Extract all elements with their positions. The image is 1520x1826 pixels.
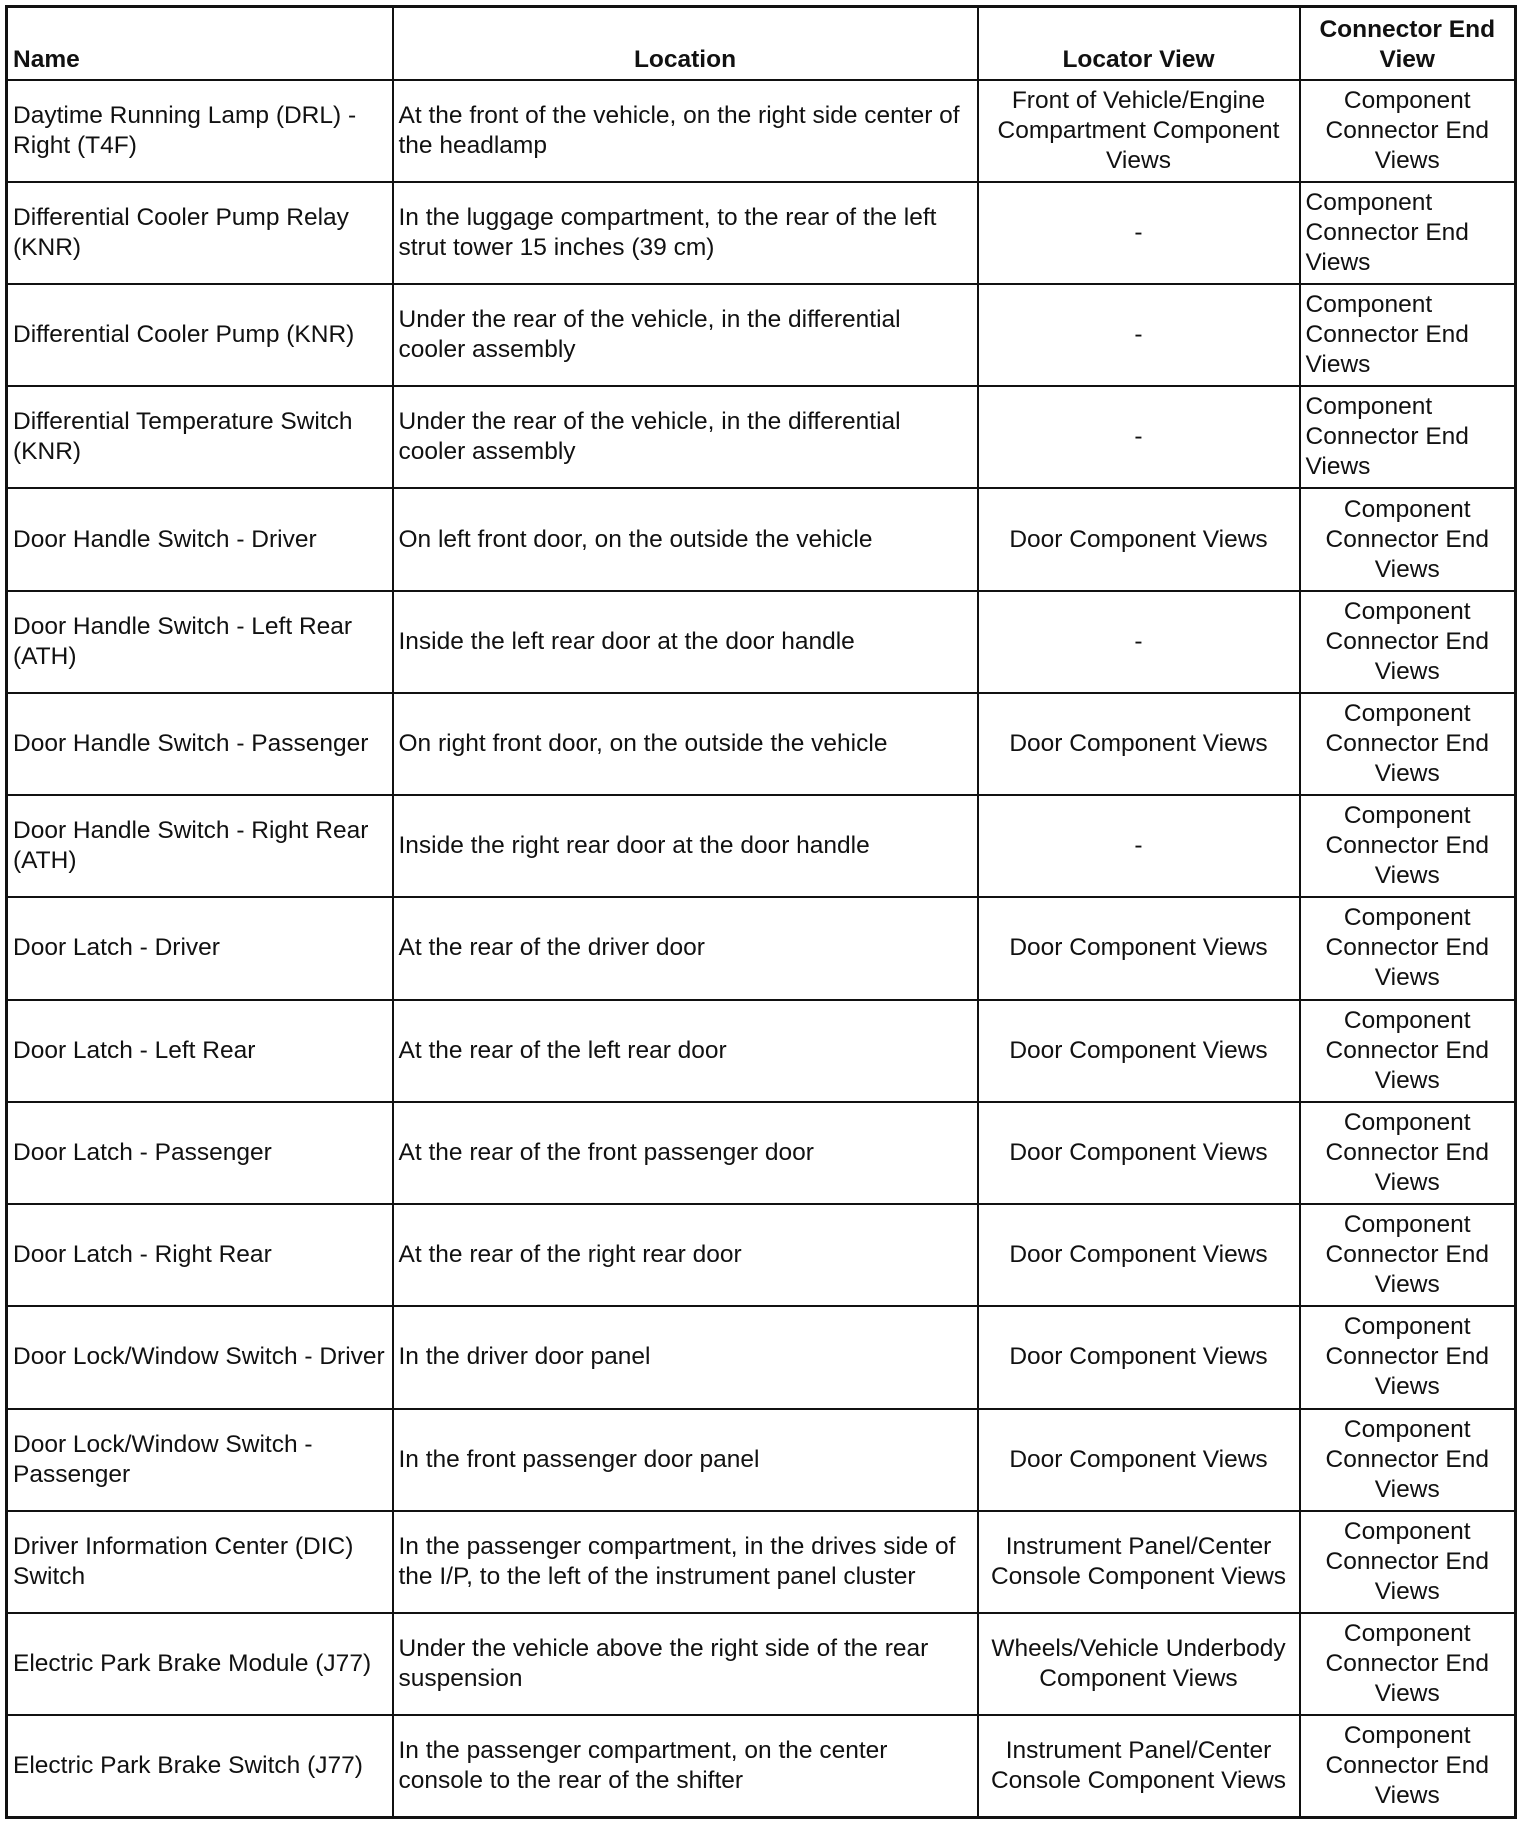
- cell-connector-end-view: Component Connector End Views: [1300, 80, 1516, 182]
- document-page: [5, 5, 1514, 1819]
- cell-locator-view: Front of Vehicle/Engine Compartment Component Views: [978, 80, 1300, 182]
- cell-locator-view: Instrument Panel/Center Console Component Views: [978, 1715, 1300, 1817]
- cell-connector-end-view: Component Connector End Views: [1300, 693, 1516, 795]
- cell-locator-view: Door Component Views: [978, 1409, 1300, 1511]
- cell-locator-view: Wheels/Vehicle Underbody Component Views: [978, 1613, 1300, 1715]
- cell-locator-view: Door Component Views: [978, 693, 1300, 795]
- table-row: [7, 1306, 1516, 1408]
- cell-connector-end-view: Component Connector End Views: [1300, 1000, 1516, 1102]
- table-header-row: [7, 7, 1516, 80]
- cell-name: Electric Park Brake Switch (J77): [7, 1715, 393, 1817]
- header-locator-view: Locator View: [978, 7, 1300, 80]
- cell-name: Door Latch - Right Rear: [7, 1204, 393, 1306]
- cell-locator-view: Door Component Views: [978, 1102, 1300, 1204]
- cell-name: Daytime Running Lamp (DRL) - Right (T4F): [7, 80, 393, 182]
- table-row: [7, 1409, 1516, 1511]
- cell-location: At the rear of the left rear door: [393, 1000, 978, 1102]
- cell-connector-end-view: Component Connector End Views: [1300, 1715, 1516, 1817]
- cell-name: Driver Information Center (DIC) Switch: [7, 1511, 393, 1613]
- table-row: [7, 284, 1516, 386]
- table-row: [7, 795, 1516, 897]
- cell-location: At the rear of the right rear door: [393, 1204, 978, 1306]
- table-row: [7, 1511, 1516, 1613]
- table-row: [7, 1102, 1516, 1204]
- cell-location: At the rear of the front passenger door: [393, 1102, 978, 1204]
- cell-location: In the passenger compartment, on the center console to the rear of the shifter: [393, 1715, 978, 1817]
- table-row: [7, 386, 1516, 488]
- cell-name: Differential Cooler Pump (KNR): [7, 284, 393, 386]
- cell-location: On right front door, on the outside the vehicle: [393, 693, 978, 795]
- component-locator-table: [5, 5, 1517, 1819]
- cell-name: Electric Park Brake Module (J77): [7, 1613, 393, 1715]
- cell-name: Door Handle Switch - Left Rear (ATH): [7, 591, 393, 693]
- cell-location: In the luggage compartment, to the rear of the left strut tower 15 inches (39 cm): [393, 182, 978, 284]
- cell-connector-end-view: Component Connector End Views: [1300, 284, 1516, 386]
- cell-location: Under the rear of the vehicle, in the differential cooler assembly: [393, 284, 978, 386]
- cell-locator-view: Door Component Views: [978, 1204, 1300, 1306]
- table-row: [7, 1715, 1516, 1817]
- cell-location: In the driver door panel: [393, 1306, 978, 1408]
- cell-connector-end-view: Component Connector End Views: [1300, 1613, 1516, 1715]
- cell-location: On left front door, on the outside the vehicle: [393, 488, 978, 590]
- cell-location: At the front of the vehicle, on the right side center of the headlamp: [393, 80, 978, 182]
- cell-connector-end-view: Component Connector End Views: [1300, 1306, 1516, 1408]
- table-row: [7, 693, 1516, 795]
- cell-location: At the rear of the driver door: [393, 897, 978, 999]
- cell-name: Door Handle Switch - Right Rear (ATH): [7, 795, 393, 897]
- cell-locator-view: Door Component Views: [978, 897, 1300, 999]
- cell-connector-end-view: Component Connector End Views: [1300, 591, 1516, 693]
- cell-name: Differential Cooler Pump Relay (KNR): [7, 182, 393, 284]
- cell-connector-end-view: Component Connector End Views: [1300, 1409, 1516, 1511]
- cell-location: Inside the left rear door at the door handle: [393, 591, 978, 693]
- cell-connector-end-view: Component Connector End Views: [1300, 1511, 1516, 1613]
- cell-locator-view: Instrument Panel/Center Console Component Views: [978, 1511, 1300, 1613]
- table-row: [7, 182, 1516, 284]
- table-row: [7, 1613, 1516, 1715]
- table-row: [7, 897, 1516, 999]
- cell-name: Door Handle Switch - Driver: [7, 488, 393, 590]
- cell-location: In the front passenger door panel: [393, 1409, 978, 1511]
- cell-locator-view: Door Component Views: [978, 488, 1300, 590]
- cell-name: Door Lock/Window Switch - Passenger: [7, 1409, 393, 1511]
- header-name: Name: [7, 7, 393, 80]
- cell-name: Door Latch - Left Rear: [7, 1000, 393, 1102]
- table-row: [7, 1000, 1516, 1102]
- cell-locator-view: Door Component Views: [978, 1000, 1300, 1102]
- cell-locator-view: -: [978, 795, 1300, 897]
- cell-name: Differential Temperature Switch (KNR): [7, 386, 393, 488]
- cell-location: Inside the right rear door at the door handle: [393, 795, 978, 897]
- cell-name: Door Latch - Driver: [7, 897, 393, 999]
- cell-name: Door Handle Switch - Passenger: [7, 693, 393, 795]
- cell-locator-view: -: [978, 591, 1300, 693]
- cell-locator-view: -: [978, 386, 1300, 488]
- cell-connector-end-view: Component Connector End Views: [1300, 182, 1516, 284]
- cell-location: In the passenger compartment, in the drives side of the I/P, to the left of the instrument panel cluster: [393, 1511, 978, 1613]
- header-connector-end-view: Connector End View: [1300, 7, 1516, 80]
- table-row: [7, 1204, 1516, 1306]
- cell-connector-end-view: Component Connector End Views: [1300, 795, 1516, 897]
- cell-connector-end-view: Component Connector End Views: [1300, 488, 1516, 590]
- cell-locator-view: Door Component Views: [978, 1306, 1300, 1408]
- cell-connector-end-view: Component Connector End Views: [1300, 897, 1516, 999]
- cell-location: Under the vehicle above the right side of the rear suspension: [393, 1613, 978, 1715]
- table-row: [7, 591, 1516, 693]
- header-location: Location: [393, 7, 978, 80]
- cell-connector-end-view: Component Connector End Views: [1300, 386, 1516, 488]
- cell-location: Under the rear of the vehicle, in the differential cooler assembly: [393, 386, 978, 488]
- cell-connector-end-view: Component Connector End Views: [1300, 1102, 1516, 1204]
- cell-locator-view: -: [978, 182, 1300, 284]
- table-row: [7, 80, 1516, 182]
- cell-locator-view: -: [978, 284, 1300, 386]
- cell-name: Door Lock/Window Switch - Driver: [7, 1306, 393, 1408]
- cell-name: Door Latch - Passenger: [7, 1102, 393, 1204]
- table-row: [7, 488, 1516, 590]
- cell-connector-end-view: Component Connector End Views: [1300, 1204, 1516, 1306]
